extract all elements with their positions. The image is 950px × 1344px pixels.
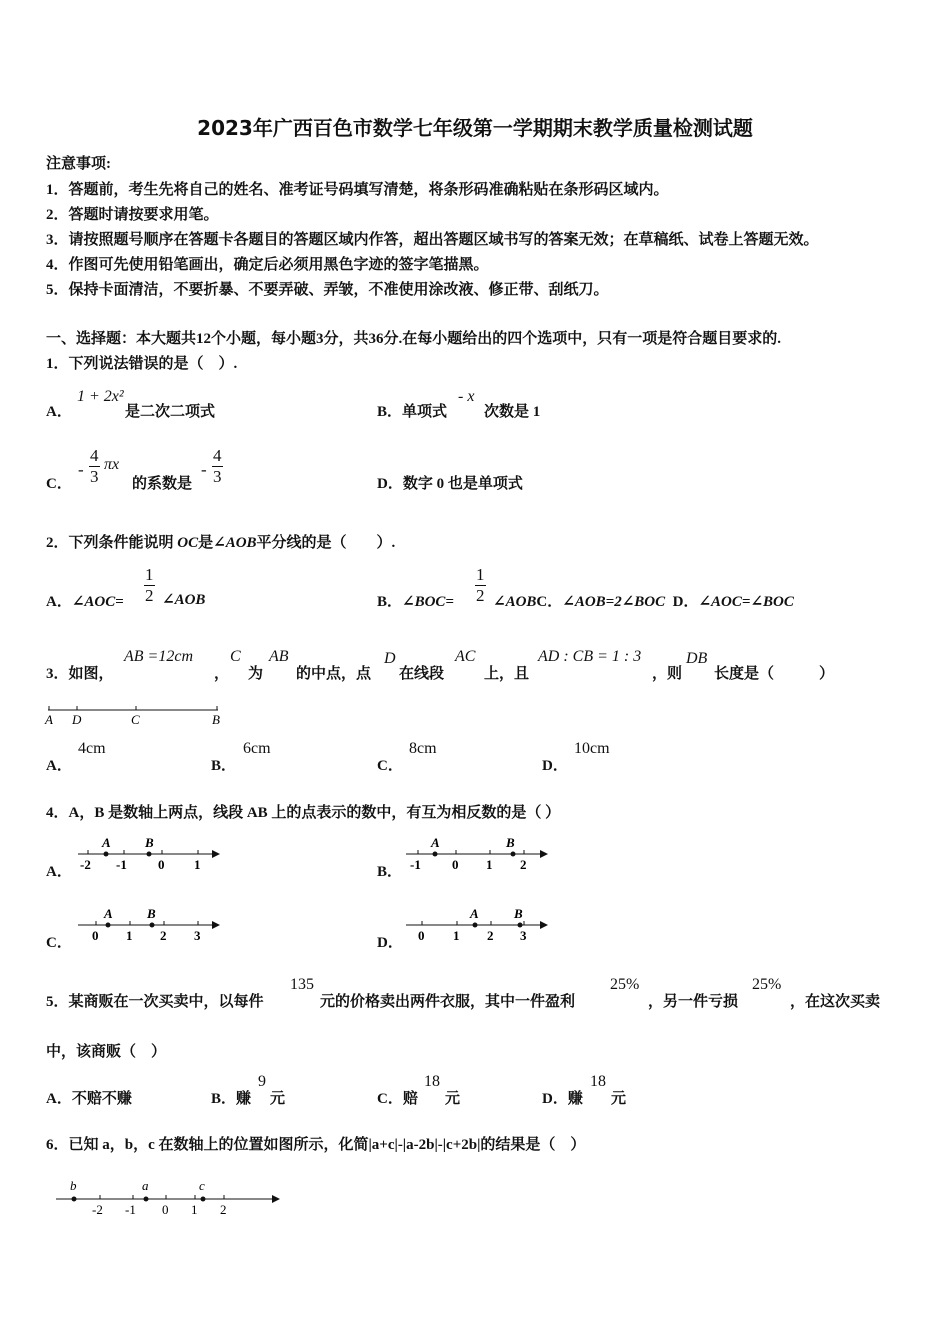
tick-label: 2 <box>520 857 527 872</box>
notice-item: 1．答题前，考生先将自己的姓名、准考证号码填写清楚，将条形码准确粘贴在条形码区域内。 <box>46 182 669 198</box>
q3-point-c: C <box>230 648 241 665</box>
q5-option-c-unit: 元 <box>445 1091 461 1107</box>
q2-option-a-rhs: ∠AOB <box>162 592 206 608</box>
tick-label: 1 <box>126 928 133 943</box>
notice-item: 4．作图可先使用铅笔画出，确定后必须用黑色字迹的签字笔描黑。 <box>46 257 489 273</box>
notice-heading: 注意事项: <box>46 156 111 172</box>
fraction-denominator: 3 <box>90 467 99 486</box>
q3-midpoint-text: 的中点，点 <box>296 666 372 682</box>
point-label: B <box>514 906 523 921</box>
q1-option-c-fraction <box>89 446 100 487</box>
q3-option-a-label: A． <box>46 758 72 774</box>
q5-loss: 25% <box>752 976 782 993</box>
q4-option-d-label: D． <box>377 935 403 951</box>
q1-option-d-text: D．数字 0 也是单项式 <box>377 476 523 492</box>
q5-option-d-unit: 元 <box>611 1091 627 1107</box>
point-b <box>511 852 516 857</box>
q3-option-b-label: B． <box>211 758 237 774</box>
fraction-denominator: 2 <box>145 586 154 605</box>
tick-label: 1 <box>453 928 460 943</box>
tick-label: 1 <box>194 857 201 872</box>
q3-expr-ab: AB =12cm <box>124 648 193 665</box>
point-a <box>144 1197 149 1202</box>
point-label: A <box>431 835 440 850</box>
q2-option-d-text: ∠AOC=∠BOC <box>698 594 794 610</box>
tick-label: 2 <box>160 928 167 943</box>
q2-option-a-fraction <box>144 565 155 606</box>
point-label: B <box>145 835 154 850</box>
q5-price: 135 <box>290 976 314 993</box>
notice-item: 2．答题时请按要求用笔。 <box>46 207 219 223</box>
point-b <box>72 1197 77 1202</box>
question-5-stem-5: 中，该商贩（ ） <box>46 1044 167 1060</box>
point-label: A <box>470 906 479 921</box>
q5-option-c-value: 18 <box>424 1073 440 1090</box>
tick-label: -1 <box>116 857 127 872</box>
tick-label: -1 <box>125 1202 136 1217</box>
q2-option-a-eq: = <box>115 594 124 610</box>
point-a <box>473 923 478 928</box>
q3-in-segment: 在线段 <box>399 666 445 682</box>
tick-label: -1 <box>410 857 421 872</box>
point-label: B <box>212 712 220 727</box>
q1-option-c-minus: - <box>78 460 84 479</box>
fraction-denominator: 2 <box>476 586 485 605</box>
tick-label: 3 <box>194 928 201 943</box>
q2-option-c-label: C． <box>536 594 563 610</box>
question-5-stem-2: 元的价格卖出两件衣服，其中一件盈利 <box>320 994 576 1010</box>
q3-ab: AB <box>269 648 289 665</box>
question-2-stem <box>46 531 395 552</box>
arrow-icon <box>212 921 220 929</box>
q1-option-c-label: C． <box>46 476 72 492</box>
tick-label: 2 <box>487 928 494 943</box>
q5-option-a: A．不赔不赚 <box>46 1091 132 1107</box>
q2-option-b-rhs: ∠AOB <box>493 594 537 610</box>
point-b <box>147 852 152 857</box>
q2-option-b-eq: = <box>445 594 454 610</box>
q2-stem-pre: 2．下列条件能说明 <box>46 535 174 551</box>
tick-label: 0 <box>162 1202 169 1217</box>
q5-option-d-label: D．赚 <box>542 1091 583 1107</box>
point-label: A <box>104 906 113 921</box>
question-5-stem-3: ，另一件亏损 <box>648 994 739 1010</box>
q3-ac: AC <box>455 648 476 665</box>
q3-option-d-value: 10cm <box>574 740 610 757</box>
point-b <box>518 923 523 928</box>
question-3-stem-start: 3．如图， <box>46 666 114 682</box>
point-a <box>104 852 109 857</box>
point-a <box>433 852 438 857</box>
fraction-denominator: 3 <box>213 467 222 486</box>
q2-option-cd <box>493 590 794 611</box>
tick-label: 0 <box>418 928 425 943</box>
q3-wei: 为 <box>248 666 264 682</box>
q3-comma: ， <box>214 666 230 682</box>
question-4-stem: 4．A，B 是数轴上两点，线段 AB 上的点表示的数中，有互为相反数的是（ ） <box>46 805 561 821</box>
q1-option-c-var: πx <box>104 456 120 473</box>
section-heading: 一、选择题：本大题共12个小题，每小题3分，共36分.在每小题给出的四个选项中，只有一项是符合题目要求的. <box>46 331 782 347</box>
q2-option-b-label: B． <box>377 594 403 610</box>
q1-option-b-text: 次数是 1 <box>484 404 541 420</box>
q1-option-c-fraction2 <box>212 446 223 487</box>
q1-option-c-minus2: - <box>201 460 207 479</box>
q1-option-a-label: A． <box>46 404 72 420</box>
q3-and: 上，且 <box>484 666 530 682</box>
notice-item: 5．保持卡面清洁，不要折暴、不要弄破、弄皱，不准使用涂改液、修正带、刮纸刀。 <box>46 282 609 298</box>
q2-option-b <box>377 590 454 611</box>
point-label: A <box>102 835 111 850</box>
q1-option-b-expr: - x <box>458 388 475 405</box>
q3-db: DB <box>686 650 708 667</box>
q2-option-a <box>46 590 124 611</box>
q1-option-c-text: 的系数是 <box>132 476 193 492</box>
tick-label: -2 <box>92 1202 103 1217</box>
point-label: D <box>72 712 82 727</box>
question-5-stem-1: 5．某商贩在一次买卖中，以每件 <box>46 994 264 1010</box>
fraction-numerator: 1 <box>145 565 154 584</box>
q3-then: ，则 <box>652 666 683 682</box>
q2-option-d-label: D． <box>672 594 699 610</box>
q3-segment-figure <box>44 700 234 730</box>
arrow-icon <box>540 850 548 858</box>
q4-option-a-label: A． <box>46 864 72 880</box>
q4-option-a-number-line <box>74 833 224 873</box>
point-label: B <box>506 835 515 850</box>
point-label: C <box>131 712 140 727</box>
q2-option-a-label: A． <box>46 594 72 610</box>
q5-profit: 25% <box>610 976 640 993</box>
q3-option-a-value: 4cm <box>78 740 106 757</box>
q2-stem-mid: 是 <box>198 535 214 551</box>
tick-label: -2 <box>80 857 91 872</box>
point-c <box>201 1197 206 1202</box>
point-label: b <box>70 1178 77 1193</box>
tick-label: 0 <box>92 928 99 943</box>
question-1-stem: 1．下列说法错误的是（ ）. <box>46 356 238 372</box>
tick-label: 0 <box>452 857 459 872</box>
q5-option-b-unit: 元 <box>270 1091 286 1107</box>
q4-option-c-label: C． <box>46 935 72 951</box>
q2-option-b-fraction <box>475 565 486 606</box>
q1-option-a-text: 是二次二项式 <box>125 404 216 420</box>
question-5-stem-4: ，在这次买卖 <box>790 994 881 1010</box>
tick-label: 2 <box>220 1202 227 1217</box>
q2-option-a-lhs: ∠AOC <box>71 594 116 610</box>
q3-option-d-label: D． <box>542 758 568 774</box>
tick-label: 0 <box>158 857 165 872</box>
question-6-stem: 6．已知 a，b，c 在数轴上的位置如图所示，化简|a+c|-|a-2b|-|c+2b|的结果是（ ） <box>46 1137 586 1153</box>
q5-option-d-value: 18 <box>590 1073 606 1090</box>
q2-option-c-text: ∠AOB=2∠BOC <box>562 594 666 610</box>
q3-option-b-value: 6cm <box>243 740 271 757</box>
q2-stem-post: 平分线的是（ ）. <box>256 535 396 551</box>
notice-item: 3．请按照题号顺序在答题卡各题目的答题区域内作答，超出答题区域书写的答案无效；在草稿纸、试卷上答题无效。 <box>46 232 819 248</box>
tick-label: 3 <box>520 928 527 943</box>
q2-stem-aob: ∠AOB <box>213 535 257 551</box>
q2-stem-oc: OC <box>177 535 199 551</box>
point-label: B <box>147 906 156 921</box>
q5-option-b-label: B．赚 <box>211 1091 252 1107</box>
point-b <box>150 923 155 928</box>
tick-label: 1 <box>486 857 493 872</box>
point-a <box>106 923 111 928</box>
arrow-icon <box>212 850 220 858</box>
point-label: c <box>199 1178 205 1193</box>
point-label: A <box>45 712 53 727</box>
q6-number-line <box>52 1176 288 1220</box>
arrow-icon <box>540 921 548 929</box>
q3-option-c-label: C． <box>377 758 403 774</box>
point-label: a <box>142 1178 149 1193</box>
q4-option-b-label: B． <box>377 864 403 880</box>
q4-option-c-number-line <box>74 904 224 944</box>
q4-option-b-number-line <box>402 833 552 873</box>
q4-option-d-number-line <box>402 904 552 944</box>
tick-label: 1 <box>191 1202 198 1217</box>
q3-ratio: AD : CB = 1 : 3 <box>538 648 642 665</box>
page-title: 2023年广西百色市数学七年级第一学期期末教学质量检测试题 <box>197 116 753 140</box>
q3-option-c-value: 8cm <box>409 740 437 757</box>
q5-option-b-value: 9 <box>258 1073 266 1090</box>
q3-point-d: D <box>384 650 396 667</box>
arrow-icon <box>272 1195 280 1203</box>
q3-ask: 长度是（ ） <box>714 666 835 682</box>
q2-option-b-lhs: ∠BOC <box>402 594 446 610</box>
fraction-numerator: 4 <box>90 446 99 465</box>
fraction-numerator: 4 <box>213 446 222 465</box>
q5-option-c-label: C．赔 <box>377 1091 418 1107</box>
q1-option-a-expr: 1 + 2x² <box>77 388 124 405</box>
q1-option-b-label: B．单项式 <box>377 404 448 420</box>
fraction-numerator: 1 <box>476 565 485 584</box>
